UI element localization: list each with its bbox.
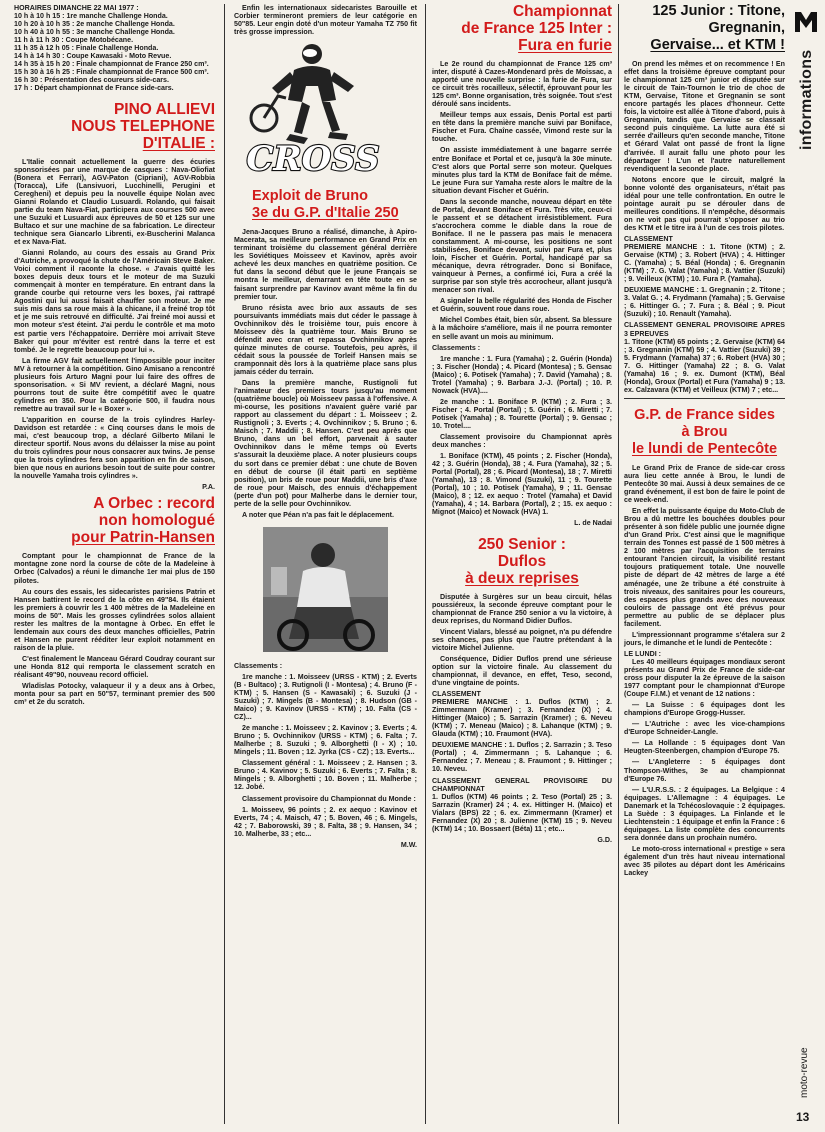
signature: M.W. <box>400 840 417 849</box>
schedule-line: 10 h à 10 h 15 : 1re manche Challenge Honda. <box>14 12 168 21</box>
paragraph: Disputée à Surgères sur un beau circuit, hélas poussiéreux, la seconde épreuve comptant pour le championnat de France 250 senior a vu la victoire, à deux reprises, du Normand Didier Duflos. <box>432 592 612 625</box>
headline-line-text: à deux reprises <box>465 569 579 587</box>
paragraph: L'impressionnant programme s'étalera sur 2 jours, le dimanche et le lundi de Pentecôte : <box>624 630 785 647</box>
headline-line-text: Fura en furie <box>518 37 612 54</box>
schedule-line: 10 h 40 à 10 h 55 : 3e manche Challenge Honda. <box>14 28 175 37</box>
results: PREMIERE MANCHE : 1. Titone (KTM) ; 2. Gervaise (KTM) ; 3. Robert (HVA) ; 4. Hittinger C. (Yamaha) ; 5. Béal (Honda) ; 6. Gregnanin (KTM) ; 7. G. Valat (Yamaha) ; 8. Vattier (Suzuki) ; 9. Veilleux (KTM) ; 10. Fura P. (Yamaha). <box>624 243 785 284</box>
signature: G.D. <box>597 835 612 844</box>
headline-line <box>432 37 612 54</box>
column-2 <box>234 0 417 853</box>
cross-logo-art <box>242 40 384 180</box>
headline-line-text: D'ITALIE : <box>142 134 215 152</box>
paragraph: — L'U.R.S.S. : 2 équipages. La Belgique : 4 équipages. L'Allemagne : 4 équipages. Le Danemark et la Tchécoslovaquie : 2 équipages. La Suède : 3 équipages. La Finlande et le Liechtenstein : 1 équipage et enfin la France : 6 équipages. La liste complète des concurrents sera donnée dans un prochain numéro. <box>624 785 785 842</box>
headline-line: 125 Junior : Titone, <box>652 3 785 19</box>
results: 2e manche : 1. Moisseev ; 2. Kavinov ; 3. Everts ; 4. Bruno ; 5. Ovchinnikov (URSS - KTM) ; 6. Falta ; 7. Malherbe ; 8. Suzuki ; 9. Alborghetti (I - X) ; 10. Mingels ; 11. Boven ; 12. Jyrka (CS - CZ) ; 13. Everts... <box>234 724 417 757</box>
headline-line: G.P. de France sides <box>634 406 775 423</box>
magazine-name: moto-revue <box>799 1047 810 1098</box>
cross-logo <box>242 40 384 180</box>
headline-line <box>252 205 417 222</box>
paragraph: Meilleur temps aux essais, Denis Portal est parti en tête dans la première manche suivi par Boniface, Fischer et Fura. Chaîne cassée, Vimond reste sur la touche. <box>432 111 612 144</box>
paragraph: A noter que Péan n'a pas fait le déplacement. <box>242 510 395 519</box>
paragraph: Le Grand Prix de France de side-car cross aura lieu cette année à Brou, le lundi de Pentecôte 30 mai. Aussi à deux semaines de ce grand événement, il est bon de faire le point de ce week-end. <box>624 463 785 505</box>
orbec-headline <box>14 495 215 546</box>
results-heading: CLASSEMENT <box>624 234 673 243</box>
cross-logo-text: CROSS <box>246 139 380 180</box>
results: 2e manche : 1. Boniface P. (KTM) ; 2. Fura ; 3. Fischer ; 4. Portal (Portal) ; 5. Guérin ; 6. Miretti ; 7. Potisek (Yamaha) ; 8. Tourette (Portal) ; 9. Gensac ; 10. Trotel.... <box>432 397 612 430</box>
headline-line: PINO ALLIEVI <box>113 100 215 118</box>
paragraph: Enfin les internationaux sidecaristes Barouille et Corbier termineront premiers de leur catégorie en 50"85. Leur engin doté d'un moteur Yamaha TZ 750 fit très grosse impression. <box>234 4 417 37</box>
signature: L. de Nadai <box>574 519 612 528</box>
sidebar <box>787 0 825 1132</box>
schedule-line: 16 h 30 : Présentation des coureurs side-cars. <box>14 76 169 85</box>
subheading: LE LUNDI : <box>624 649 662 658</box>
paragraph: En effet la puissante équipe du Moto-Club de Brou a dû mettre les bouchées doubles pour présenter à son fidèle public une journée digne d'un Grand Prix. C'est ainsi que le magnifique terrain des Tonnes est passé de 1 500 mètres à 2 100 mètres par l'acquisition de terrains entourant l'ancien circuit, la visibilité restant toujours pratiquement totale. Une nouvelle piste de départ de 42 mètres de large a été aménagée, une 2e tribune a été construite à trois niveaux, des sanitaires pour les coureurs, des espaces plus grands avec des nouveaux couloirs de passage ont été prévus pour permettre au public de se déplacer plus facilement. <box>624 507 785 628</box>
results: Classement provisoire du Championnat après deux manches : <box>432 433 612 450</box>
signature: P.A. <box>202 483 215 492</box>
schedule-line: HORAIRES DIMANCHE 22 MAI 1977 : <box>14 4 139 12</box>
junior-headline <box>624 3 785 54</box>
headline-line-text: 3e du G.P. d'Italie 250 <box>252 205 399 222</box>
results: 1. Boniface (KTM), 45 points ; 2. Fischer (Honda), 42 ; 3. Guérin (Honda), 38 ; 4. Fura (Yamaha), 32 ; 5. Portal (Portal), 28 ; 6. Picard (Montesa), 18 ; 7. Miretti (Yamaha), 13 ; 8. Vimond (Suzuki), 11 ; 9. Tourette (Portal), 10 ; 10. Potisek (Yamaha), 9 ; 11. Gensac (Maico), 8 ; 12. ex aequo : Trotel (Yamaha) et David (Yamaha), 4 ; 14. Barbara (Portal), 2 ; 15. ex aequo : Mignot (Maico) et Nowack (HVA) 1. <box>432 452 612 517</box>
headline-line: Duflos <box>497 552 547 570</box>
results: 1. Moisseev, 96 points ; 2. ex aequo : Kavinov et Everts, 74 ; 4. Maisch, 47 ; 5. Boven, 46 ; 6. Mingels, 42 ; 7. Baborowski, 39 ; 8. Falta, 38 ; 9. Hansen, 34 ; 10. Malherbe, 33 ; etc... <box>234 805 417 838</box>
schedule-line: 11 h 35 à 12 h 05 : Finale Challenge Honda. <box>14 44 159 53</box>
paragraph: Wladislas Potocky, valaqueur il y a deux ans à Orbec, monta pour sa part en 50"57, terminant premier des 500 cm³ et 2e du scratch. <box>14 682 215 707</box>
schedule-line: 17 h : Départ championnat de France side-cars. <box>14 84 174 93</box>
results: DEUXIEME MANCHE : 1. Gregnanin ; 2. Titone ; 3. Valat G. ; 4. Frydmann (Yamaha) ; 5. Gervaise ; 6. Hittinger G. ; 7. Fura ; 8. Béal ; 9. Picut (Suzuki) ; 10. Renault (Yamaha). <box>624 286 785 319</box>
results: Classements : <box>432 343 481 352</box>
column-divider <box>618 4 619 1124</box>
schedule-line: 14 h à 14 h 30 : Coupe Kawasaki - Moto Revue. <box>14 52 172 61</box>
senior-headline <box>432 536 612 587</box>
headline-line: NOUS TELEPHONE <box>71 117 215 135</box>
paragraph: Dans la seconde manche, nouveau départ en tête de Portal, devant Boniface et Fura. Très vite, ceux-ci le passent et se détachent irrésistiblement. Fura s'accrochera comme le diable dans la roue de Boniface. Il ne le passera pas mais le menacera constamment. A mi-course, les positions ne sont stabilisées, Boniface devant, suivi par Fura et, plus loin, Fischer et Guérin. Portal, handicapé par sa mécanique, devra rétrograder. Donc si Boniface, vainqueur à Pernes, a confirmé ici, Fura a créé la surprise par son style très accrocheur, allant jusqu'à menacer son rival. <box>432 197 612 295</box>
sides-headline <box>624 407 785 458</box>
headline-line-text: Gervaise... et KTM ! <box>650 37 785 53</box>
results: 1. Titone (KTM) 65 points ; 2. Gervaise (KTM) 64 ; 3. Gregnanin (KTM) 59 ; 4. Vattier (Suzuki) 39 ; 5. Frydmann (Yamaha) 37 ; 6. Robert (HVA) 30 ; 7. G. Hittinger (Yamaha) 22 ; 8. G. Valat (Yamaha) 16 ; 9. ex. Dumont (KTM), Béal (Honda), Groux (Portal) et Fura (Yamaha) 9 ; 13. ex. Calzavara (KTM) et Veilleux (KTM) 7 ; etc... <box>624 337 785 394</box>
headline-line <box>14 135 215 152</box>
paragraph: C'est finalement le Manceau Gérard Coudray courant sur une Honda 812 qui remporta le classement scratch en réalisant 49"90, nouveau record officiel. <box>14 654 215 680</box>
paragraph: Le moto-cross international « prestige » sera également d'un très haut niveau international avec 35 pilotes au départ dont les Américains Lackey <box>624 844 785 878</box>
paragraph: A signaler la belle régularité des Honda de Fischer et Guérin, souvent roue dans roue. <box>432 297 612 314</box>
headline-line <box>624 441 785 458</box>
results: PREMIERE MANCHE : 1. Duflos (KTM) ; 2. Zimmermann (Kramer) ; 3. Fernandez (X) ; 4. Hittinger (Maico) ; 5. Sarrazin (Kramer) ; 6. Neveu (KTM) ; 7. Meneau (Maico) ; 8. Lahanque (KTM) ; 9. Glauda (KTM) ; 10. Fraumont (HVA). <box>432 698 612 739</box>
headline-line <box>14 529 215 546</box>
results-heading: CLASSEMENT GENERAL PROVISOIRE APRES 3 EPREUVES <box>624 321 785 338</box>
paragraph: Bruno résista avec brio aux assauts de ses poursuivants immédiats mais dut céder le passage à Ovchinnikov dès le troisième tour, puis encore à Moisseev dès la quatrième tour. Mais Bruno se défendit avec cran et repassa Ovchinnikov après quinze minutes de course. Toutefois, peu après, il cédait sous la poussée de Torleif Hansen mais se cramponnait dès lors à la quatrième place sans plus jamais céder du terrain. <box>234 303 417 376</box>
section-label: informations <box>798 49 815 150</box>
paragraph: Comptant pour le championnat de France de la montagne zone nord la course de côte de la Madeleine à Orbec (Calvados) a réuni le dimanche 1er mai plus de 150 pilotes. <box>14 552 215 585</box>
paragraph: Au cours des essais, les sidecaristes parisiens Patrin et Hansen battirent le record de la côte en 49"84. Ils étaient les premiers à couvrir les 1 400 mètres de la Madeleine en moins de 50". Mais les grosses cylindrées solos allaient rester les maîtres de la montagne à Orbec. En effet le lendemain aux cours des deux manches officielles, Patrin et Hansen ne purent rééditer leur exploit notamment en raison de la pluie. <box>14 587 215 652</box>
allievi-headline <box>14 101 215 152</box>
results-heading: CLASSEMENT <box>432 690 481 699</box>
paragraph: La firme AGV fait actuellement l'impossible pour inciter MV à retourner à la compétition. Gino Amisano a rencontré plusieurs fois Arturo Magni pour lui faire des offres de sponsorisation. « Si MV revient, a déclaré Magni, nous pourrons tout de suite être compétitif avec le quatre cylindres en 350. Pour la catégorie 500, il faudra nous remettre au travail sur le « Boxer ». <box>14 356 215 413</box>
headline-line-text: le lundi de Pentecôte <box>631 440 778 457</box>
paragraph: — La Suisse : 6 équipages dont les champions d'Europe Grogg-Husser. <box>624 701 785 718</box>
paragraph: Les 40 meilleurs équipages mondiaux seront présents au Grand Prix de France de side-car cross pour disputer la 2e épreuve de la saison 1977 comptant pour le championnat d'Europe (Coupe F.I.M.) et venant de 12 nations : <box>624 657 785 699</box>
column-divider <box>224 4 225 1124</box>
section-divider <box>624 398 785 399</box>
column-4 <box>624 0 785 880</box>
headline-line <box>432 570 612 587</box>
fura-headline <box>432 3 612 54</box>
schedule <box>14 4 215 93</box>
headline-line: 250 Senior : <box>478 535 566 553</box>
results: 1. Duflos (KTM) 46 points ; 2. Teso (Portal) 25 ; 3. Sarrazin (Kramer) 24 ; 4. ex. Hittinger H. (Maico) et Vialars (BPS) 22 ; 6. ex. Zimmermann (Kramer) et Fernandez (X) 20 ; 8. Julienne (KTM) 15 ; 9. Neveu (KTM) 14 ; 10. Bossaert (Béta) 11 ; etc... <box>432 792 612 833</box>
exploit-headline <box>234 188 417 222</box>
paragraph: — L'Angleterre : 5 équipages dont Thompson-Withes, 3e au championnat d'Europe 76. <box>624 758 785 783</box>
results: DEUXIEME MANCHE : 1. Duflos ; 2. Sarrazin ; 3. Teso (Portal) ; 4. Zimmermann ; 5. Lahanque ; 6. Fernandez ; 7. Meneau ; 8. Fraumont ; 9. Hittinger ; 10. Neveu. <box>432 741 612 774</box>
results-heading: CLASSEMENT GENERAL PROVISOIRE DU CHAMPIONNAT <box>432 776 612 793</box>
paragraph: — L'Autriche : avec les vice-champions d'Europe Schneider-Langle. <box>624 720 785 737</box>
column-1 <box>14 0 215 709</box>
paragraph: L'apparition en course de la trois cylindres Harley-Davidson est retardée : « Cinq courses dans le mois de mai, c'est beaucoup trop, a déclaré Gilberto Milani le directeur sportif. Nous avons du délaisser la mise au point du trois cylindres pour nous consacrer aux twins. Je pense que la trois cylindres fera son apparition en fin de saison, bien que nous en aurions besoin tout de suite pour contrer la nouvelle Yamaha trois cylindres ». <box>14 415 215 481</box>
headline-line: Gregnanin, <box>708 20 785 36</box>
schedule-line: 10 h 20 à 10 h 35 : 2e manche Challenge Honda. <box>14 20 175 29</box>
headline-line: de France 125 Inter : <box>461 20 612 37</box>
results: 1re manche : 1. Moisseev (URSS - KTM) ; 2. Everts (B - Bultaco) ; 3. Rutignoli (I - Montesa) ; 4. Bruno (F - KTM) ; 5. Hansen (S - Kawasaki) ; 6. Suzuki (J - Suzuki) ; 7. Mingels (B - Montesa) ; 8. Hudson (GB - Maico) ; 9. Kavinov (URSS - KTM) ; 10. Falta (CS - CZ)... <box>234 672 417 722</box>
paragraph: Notons encore que le circuit, malgré la bonne volonté des organisateurs, n'était pas idéal pour une telle confrontation. En outre le pointage aurait pu se dérouler dans de meilleures conditions. Il n'empêche, désormais on ne voit pas qui pourrait s'opposer au trio des KTM et le titre ira à l'un de ces trois pilotes. <box>624 175 785 232</box>
paragraph: Gianni Rolando, au cours des essais au Grand Prix d'Autriche, a provoqué la chute de l'Américain Steve Baker. Voici comment il raconte la chose. « J'avais quitté les boxes depuis deux tours et le moteur de ma Suzuki commençait à monter en température. En entrant dans la grande courbe qui retourne vers les boxes, j'ai rattrapé Agostini qui lui aussi faisait chauffer son moteur. Je me suis mis dans sa roue mais à la chicane, il a freiné trop tôt et je me suis retrouvé en difficulté. J'ai freiné moi aussi et mon moteur s'est éteint. J'ai perdu le contrôle et ma moto est partie vers l'échappatoire. Derrière moi arrivait Steve Baker qui pour m'éviter est rentré dans la terre et est tombé. Je le regrette beaucoup pour lui ». <box>14 249 215 354</box>
paragraph: On prend les mêmes et on recommence ! En effet dans la troisième épreuve comptant pour le championnat 125 cm³ junior et disputée sur le circuit de Tain-Tournon le trio de choc de KTM, Gervaise, Titone et Gregnanin se sont encore partagés les places d'honneur. Cette fois, la victoire est allée à Titone d'abord, puis à Gregnanin, tandis que Gervaise se classait second puis cinquième. La lutte aura été si serrée d'ailleurs qu'en seconde manche, Titone et Gérard Valat ont passé de front la ligne d'arrivée. Il aurait fallu une photo pour les départager ! L'un et l'autre naturellement revendiquent la seconde place. <box>624 60 785 173</box>
paragraph: Conséquence, Didier Duflos prend une sérieuse option sur la victoire finale. Au classement du championnat, il devance, en effet, Teso, second, d'une vingtaine de points. <box>432 654 612 687</box>
results: Classement provisoire du Championnat du Monde : <box>242 794 416 803</box>
headline-line: Exploit de Bruno <box>252 188 368 205</box>
mr-logo-art <box>793 8 819 34</box>
column-3 <box>432 0 612 848</box>
results: 1re manche : 1. Fura (Yamaha) ; 2. Guérin (Honda) ; 3. Fischer (Honda) ; 4. Picard (Montesa) ; 5. Gensac (Maico) ; 6. Potisek (Yamaha) ; 7. David (Yamaha) ; 8. Trotel (Yamaha) ; 9. Barbara J.-J. (Portal) ; 10. P. Nowack (HVA).... <box>432 354 612 395</box>
schedule-line: 14 h 35 à 15 h 20 : Finale championnat de France 250 cm³. <box>14 60 209 69</box>
page-number: 13 <box>796 1110 810 1124</box>
column-divider <box>425 4 426 1124</box>
paragraph: Le 2e round du championnat de France 125 cm³ inter, disputé à Cazes-Mondenard près de Moissac, a apporté une nouvelle surprise : la furie de Fura, sur ce circuit très rocailleux, sélectif, éprouvant pour les 125 cm³. Bonne organisation, très soignée. Tout s'est déroulé sans incidents. <box>432 60 612 109</box>
headline-line-text: pour Patrin-Hansen <box>71 529 215 547</box>
headline-line: non homologué <box>98 512 215 530</box>
paragraph: — La Hollande : 5 équipages dont Van Heugten-Steenbergen, champion d'Europe 75. <box>624 739 785 756</box>
schedule-line: 15 h 30 à 16 h 25 : Finale championnat de France 500 cm³. <box>14 68 209 77</box>
schedule-line: 11 h à 11 h 30 : Coupe Motobécane. <box>14 36 134 45</box>
results: Classements : <box>234 661 283 670</box>
rider-photo-art <box>263 527 388 652</box>
paragraph: L'Italie connait actuellement la guerre des écuries sponsorisées par une marque de casques : Nava-Oliofiat (Bonera et Ferrari), AGV-Paton (Cipriani), AGV-Robbia (Toracca), Life (Lansivuori, Lucchinelli, Perugini et Ceregheni) et depuis peu la nouvelle équipe Nolan avec Gianni Rolando et Claudio Lusuardi. Rolando, qui faisait partie du team Nava-Fiat, participera aux courses 500 avec une Suzuki et Lusuardi aux épreuves de 50 et 125 sur une Bultaco et sur une machine de sa fabrication. Le directeur technique sera Giancarlo Librenti, ex-Buscherini Malanca et ex Nava-Fiat. <box>14 157 215 246</box>
headline-line <box>624 37 785 54</box>
paragraph: Vincent Vialars, blessé au poignet, n'a pu défendre ses chances, pas plus que l'autre prétendant à la victoire Michel Julienne. <box>432 627 612 652</box>
headline-line: A Orbec : record <box>93 495 215 513</box>
paragraph: Michel Combes était, bien sûr, absent. Sa blessure à la mâchoire s'améliore, mais il ne pourra remonter en selle avant un mois au minimum. <box>432 316 612 341</box>
mr-logo-icon <box>793 8 819 34</box>
rider-photo <box>263 527 388 652</box>
paragraph: Dans la première manche, Rustignoli fut l'animateur des premiers tours jusqu'au moment (quatrième boucle) où Moisseev passa à l'offensive. A mi-course, les positions n'avaient guère varié par rapport au classement du départ : 1. Moisseev ; 2. Rustignoli ; 3. Everts ; 4. Ovchinnikov ; 5. Bruno ; 6. Maisch ; 7. Maddii ; 8. Hansen. C'est peu après que Bruno, dans un bel effort, parvenait à sauter Ovchinnikov dans le même temps où Everts s'assurait la deuxième place. A noter plusieurs coups du sort dans ce premier débat : une chute de Boven en début de course (il était parti en septième position), un bris de roue pour Maddii, une bris d'axe de roue pour Maisch, des ennuis d'échappement (perte d'un pot) pour Malherbe dans le dernier tour, perte de la selle pour Ovchinnikov. <box>234 379 417 508</box>
results: Classement général : 1. Moisseev ; 2. Hansen ; 3. Bruno ; 4. Kavinov ; 5. Suzuki ; 6. Everts ; 7. Falta ; 8. Mingels ; 9. Alborghetti ; 10. Boven ; 11. Malherbe ; 12. Jobé. <box>234 759 417 792</box>
headline-line: Championnat <box>512 3 612 20</box>
headline-line: à Brou <box>681 423 728 440</box>
paragraph: Jena-Jacques Bruno a réalisé, dimanche, à Apiro-Macerata, sa meilleure performance en Grand Prix en terminant troisième du classement général derrière les Soviétiques Moisseev et Kavinov, après avoir achevé les deux manches en quatrième position. Ce fut dans la second début que le jeune Français se montra le meilleur, demarrant en tête toute en se faisant surprendre par Kavinov avant même la fin du premier tour. <box>234 228 417 301</box>
paragraph: On assiste immédiatement à une bagarre serrée entre Boniface et Portal et ce, jusqu'à la 30e minute. C'est alors que Portal serre son moteur. Quelques minutes plus tard la KTM de Boniface fait de même. Le jeune Fura sur Yamaha reste alors le maître de la situation devant Fischer et Guérin. <box>432 146 612 195</box>
